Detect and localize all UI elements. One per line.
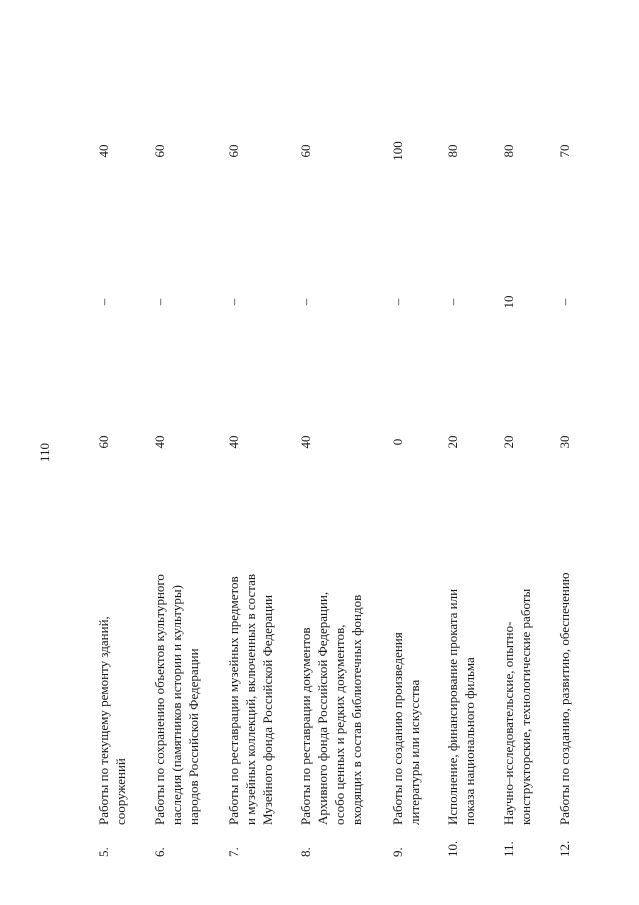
- cell-col3: 70: [557, 144, 572, 158]
- cell-col1: 60: [96, 435, 111, 449]
- cell-col2: –: [390, 298, 405, 306]
- cell-col1: 20: [501, 435, 516, 449]
- description-line: Работы по сохранению объектов культурного: [152, 574, 167, 825]
- page-number: 110: [37, 442, 52, 463]
- cell-col3: 100: [390, 141, 405, 161]
- description-line: и музейных коллекций, включенных в состав: [243, 573, 258, 825]
- row-description: [556, 480, 573, 825]
- cell-col2: –: [445, 298, 460, 306]
- cell-col1: 40: [298, 435, 313, 449]
- row-number: 11.: [501, 841, 516, 857]
- cell-col1: 40: [226, 435, 241, 449]
- description-line: народов Российской Федерации: [186, 648, 201, 825]
- description-line: Работы по созданию произведения: [390, 632, 405, 825]
- description-line: показа национального фильма: [462, 657, 477, 825]
- cell-col3: 80: [501, 144, 516, 158]
- row-description: [297, 480, 365, 825]
- cell-col1: 30: [557, 435, 572, 449]
- description-line: конструкторские, технологические работы: [518, 588, 533, 825]
- row-description: [444, 480, 478, 825]
- description-line: Музейного фонда Российской Федерации: [260, 594, 275, 825]
- description-line: Научно–исследовательские, опытно-: [501, 621, 516, 825]
- description-line: Работы по созданию, развитию, обеспечению: [557, 572, 572, 825]
- row-description: [151, 480, 202, 825]
- description-line: наследия (памятников истории и культуры): [169, 585, 184, 825]
- row-description: [95, 480, 129, 825]
- cell-col3: 60: [226, 144, 241, 158]
- row-description: [500, 480, 534, 825]
- description-line: входящих в состав библиотечных фондов: [349, 594, 364, 825]
- cell-col2: –: [152, 298, 167, 306]
- description-line: Архивного фонда Российской Федерации,: [315, 591, 330, 825]
- description-line: литературы или искусства: [407, 679, 422, 825]
- description-line: сооружений: [113, 758, 128, 825]
- row-number: 9.: [390, 847, 405, 857]
- cell-col2: 10: [501, 295, 516, 309]
- description-line: Работы по реставрации музейных предметов: [226, 576, 241, 825]
- cell-col2: –: [226, 298, 241, 306]
- description-line: Исполнение, финансирование проката или: [445, 588, 460, 825]
- cell-col3: 60: [298, 144, 313, 158]
- cell-col1: 40: [152, 435, 167, 449]
- row-description: [389, 480, 423, 825]
- row-number: 5.: [96, 847, 111, 857]
- row-number: 6.: [152, 847, 167, 857]
- cell-col2: –: [96, 298, 111, 306]
- cell-col3: 80: [445, 144, 460, 158]
- cell-col2: –: [298, 298, 313, 306]
- cell-col1: 20: [445, 435, 460, 449]
- cell-col3: 40: [96, 144, 111, 158]
- row-description: [225, 480, 276, 825]
- row-number: 10.: [445, 840, 460, 857]
- cell-col3: 60: [152, 144, 167, 158]
- cell-col2: –: [557, 298, 572, 306]
- cell-col1: 0: [390, 438, 405, 446]
- description-line: особо ценных и редких документов,: [332, 624, 347, 825]
- row-number: 7.: [226, 847, 241, 857]
- description-line: Работы по реставрации документов: [298, 627, 313, 825]
- description-line: Работы по текущему ремонту зданий,: [96, 616, 111, 825]
- row-number: 12.: [557, 840, 572, 857]
- row-number: 8.: [298, 847, 313, 857]
